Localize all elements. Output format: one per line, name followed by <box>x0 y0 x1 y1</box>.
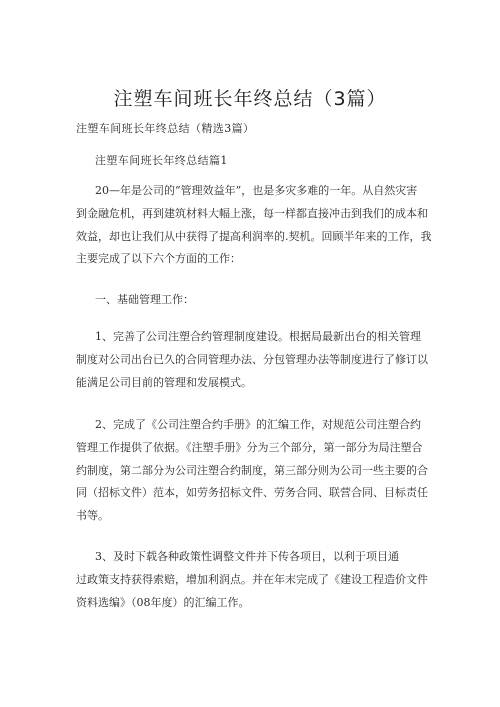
document-title: 注塑车间班长年终总结（3篇） <box>113 88 387 110</box>
section-heading <box>76 289 425 312</box>
paragraph-line: 到金融危机，再到建筑材料大幅上涨，每一样都直接冲击到我们的成本和 <box>76 206 428 220</box>
paragraph-item-2 <box>76 414 428 528</box>
paragraph-line: 效益，却也让我们从中获得了提高利润率的.契机。回顾半年来的工作，我 <box>76 229 432 243</box>
paragraph-item-3 <box>76 546 428 614</box>
paragraph-line: 同（招标文件）范本，如劳务招标文件、劳务合同、联营合同、目标责任 <box>76 486 428 500</box>
paragraph-line: 3、及时下载各种政策性调整文件并下传各项目，以利于项目通 <box>95 550 399 563</box>
paragraph-line: 主要完成了以下六个方面的工作： <box>76 252 241 266</box>
paragraph-line: 书等。 <box>76 509 109 523</box>
paragraph-line: 20—年是公司的“管理效益年”，也是多灾多难的一年。从自然灾害 <box>95 184 418 197</box>
paragraph-line: 约制度，第二部分为公司注塑合约制度，第三部分则为公司一些主要的合 <box>76 463 428 477</box>
paragraph-line: 资料选编》（08年度）的汇编工作。 <box>76 595 250 609</box>
paragraph-line: 1、完善了公司注塑合约管理制度建设。根据局最新出台的相关管理 <box>95 330 421 343</box>
paragraph-line: 2、完成了《公司注塑合约手册》的汇编工作，对规范公司注塑合约 <box>95 418 421 431</box>
paragraph-line: 过政策支持获得索赔，增加利润点。并在年末完成了《建设工程造价文件 <box>76 572 428 586</box>
section-heading-text: 一、基础管理工作： <box>95 293 194 306</box>
chapter-heading: 注塑车间班长年终总结篇1 <box>95 154 228 167</box>
paragraph-intro <box>76 180 432 271</box>
paragraph-line: 制度对公司出台已久的合同管理办法、分包管理办法等制度进行了修订以 <box>76 352 428 366</box>
paragraph-line: 管理工作提供了依据。《注塑手册》分为三个部分，第一部分为局注塑合 <box>76 440 423 454</box>
paragraph-line: 能满足公司目前的管理和发展模式。 <box>76 375 252 389</box>
paragraph-item-1 <box>76 326 428 394</box>
document-subtitle: 注塑车间班长年终总结（精选3篇） <box>76 122 255 135</box>
